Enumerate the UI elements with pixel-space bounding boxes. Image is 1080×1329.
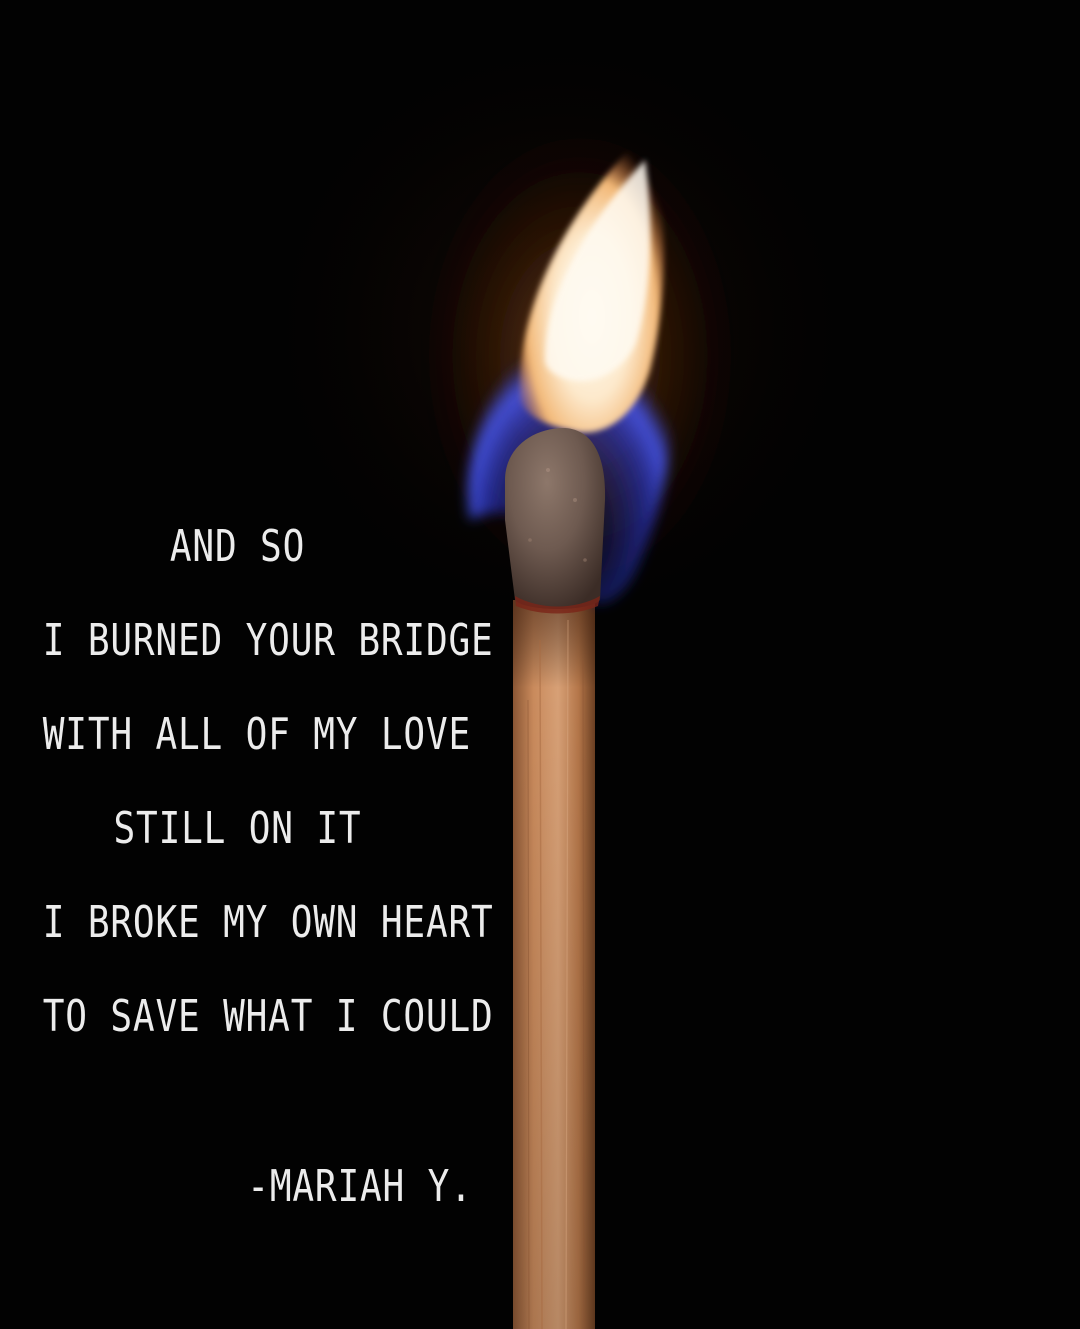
quote-text: [0, 500, 494, 1064]
quote-author: -MARIAH Y.: [247, 1161, 473, 1212]
quote-line-3: WITH ALL OF MY LOVE: [42, 709, 472, 760]
quote-line-1: AND SO: [169, 521, 306, 572]
quote-line-4: STILL ON IT: [113, 803, 362, 854]
matchstick: [513, 600, 595, 1329]
quote-line-6: TO SAVE WHAT I COULD: [42, 991, 494, 1042]
quote-line-2: I BURNED YOUR BRIDGE: [42, 615, 494, 666]
quote-line-5: I BROKE MY OWN HEART: [42, 897, 494, 948]
match-head: [505, 428, 605, 609]
